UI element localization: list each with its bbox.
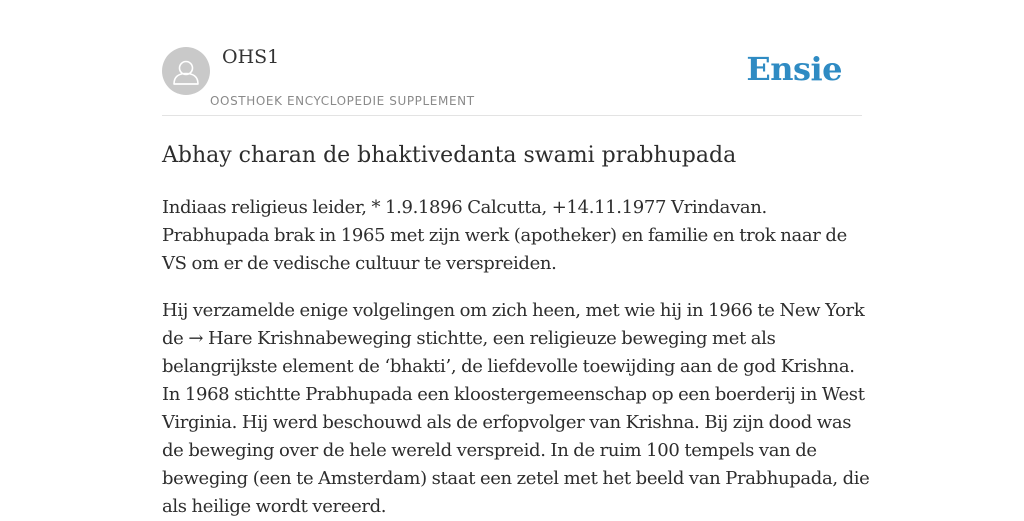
avatar[interactable] bbox=[162, 47, 210, 95]
article-paragraph: Hij verzamelde enige volgelingen om zich heen, met wie hij in 1966 te New York de → Hare Krishnabeweging stichtte, een religieuze beweging met als belangrijkste element de ‘bhakti’, de liefdevolle toewijding aan de god Krishna. In 1968 stichtte Prabhupada een kloostergemeenschap op een boerderij in West Virginia. Hij werd beschouwd als de erfopvolger van Krishna. Bij zijn dood was de beweging over de hele wereld verspreid. In de ruim 100 tempels van de beweging (een te Amsterdam) staat een zetel met het beeld van Prabhupada, die als heilige wordt vereerd. bbox=[162, 300, 870, 517]
page-title: Abhay charan de bhaktivedanta swami prabhupada bbox=[162, 143, 737, 168]
author-name[interactable]: OHS1 bbox=[222, 46, 280, 68]
article-header bbox=[162, 0, 862, 116]
source-label[interactable]: OOSTHOEK ENCYCLOPEDIE SUPPLEMENT bbox=[210, 94, 475, 108]
brand-logo[interactable]: Ensie bbox=[746, 50, 842, 88]
article-paragraph: Indiaas religieus leider, * 1.9.1896 Calcutta, +14.11.1977 Vrindavan. Prabhupada brak in 1965 met zijn werk (apotheker) en familie en trok naar de VS om er de vedische cultuur te verspreiden. bbox=[162, 197, 847, 274]
article-page bbox=[162, 0, 870, 521]
user-silhouette-icon bbox=[162, 47, 210, 95]
